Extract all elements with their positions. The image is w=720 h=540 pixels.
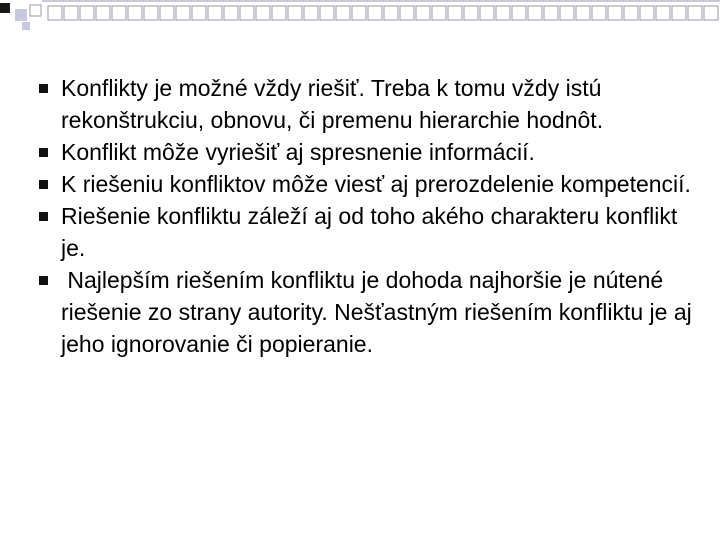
bullet-item: [36, 264, 706, 360]
square-bullet-icon: [39, 276, 48, 285]
bullet-text: Konflikt môže vyriešiť aj spresnenie informácií.: [61, 139, 535, 165]
slide-content: [36, 72, 706, 360]
bullet-list: [36, 72, 706, 360]
square-bullet-icon: [39, 180, 48, 189]
square-bullet-icon: [39, 148, 48, 157]
bullet-item: [36, 136, 706, 168]
bullet-item: [36, 200, 706, 264]
bullet-text: Najlepším riešením konfliktu je dohoda najhoršie je nútené riešenie zo strany autority. Nešťastným riešením konfliktu je aj jeho ignorovanie či popieranie.: [61, 267, 699, 357]
square-bullet-icon: [39, 212, 48, 221]
square-bullet-icon: [39, 84, 48, 93]
bullet-text: Riešenie konfliktu záleží aj od toho akého charakteru konflikt je.: [61, 203, 678, 261]
bullet-text: K riešeniu konfliktov môže viesť aj prerozdelenie kompetencií.: [61, 171, 691, 197]
bullet-text: Konflikty je možné vždy riešiť. Treba k tomu vždy istú rekonštrukciu, obnovu, či premenu hierarchie hodnôt.: [61, 75, 604, 133]
bullet-item: [36, 168, 706, 200]
corner-squares-decoration: [0, 0, 720, 40]
bullet-item: [36, 72, 706, 136]
